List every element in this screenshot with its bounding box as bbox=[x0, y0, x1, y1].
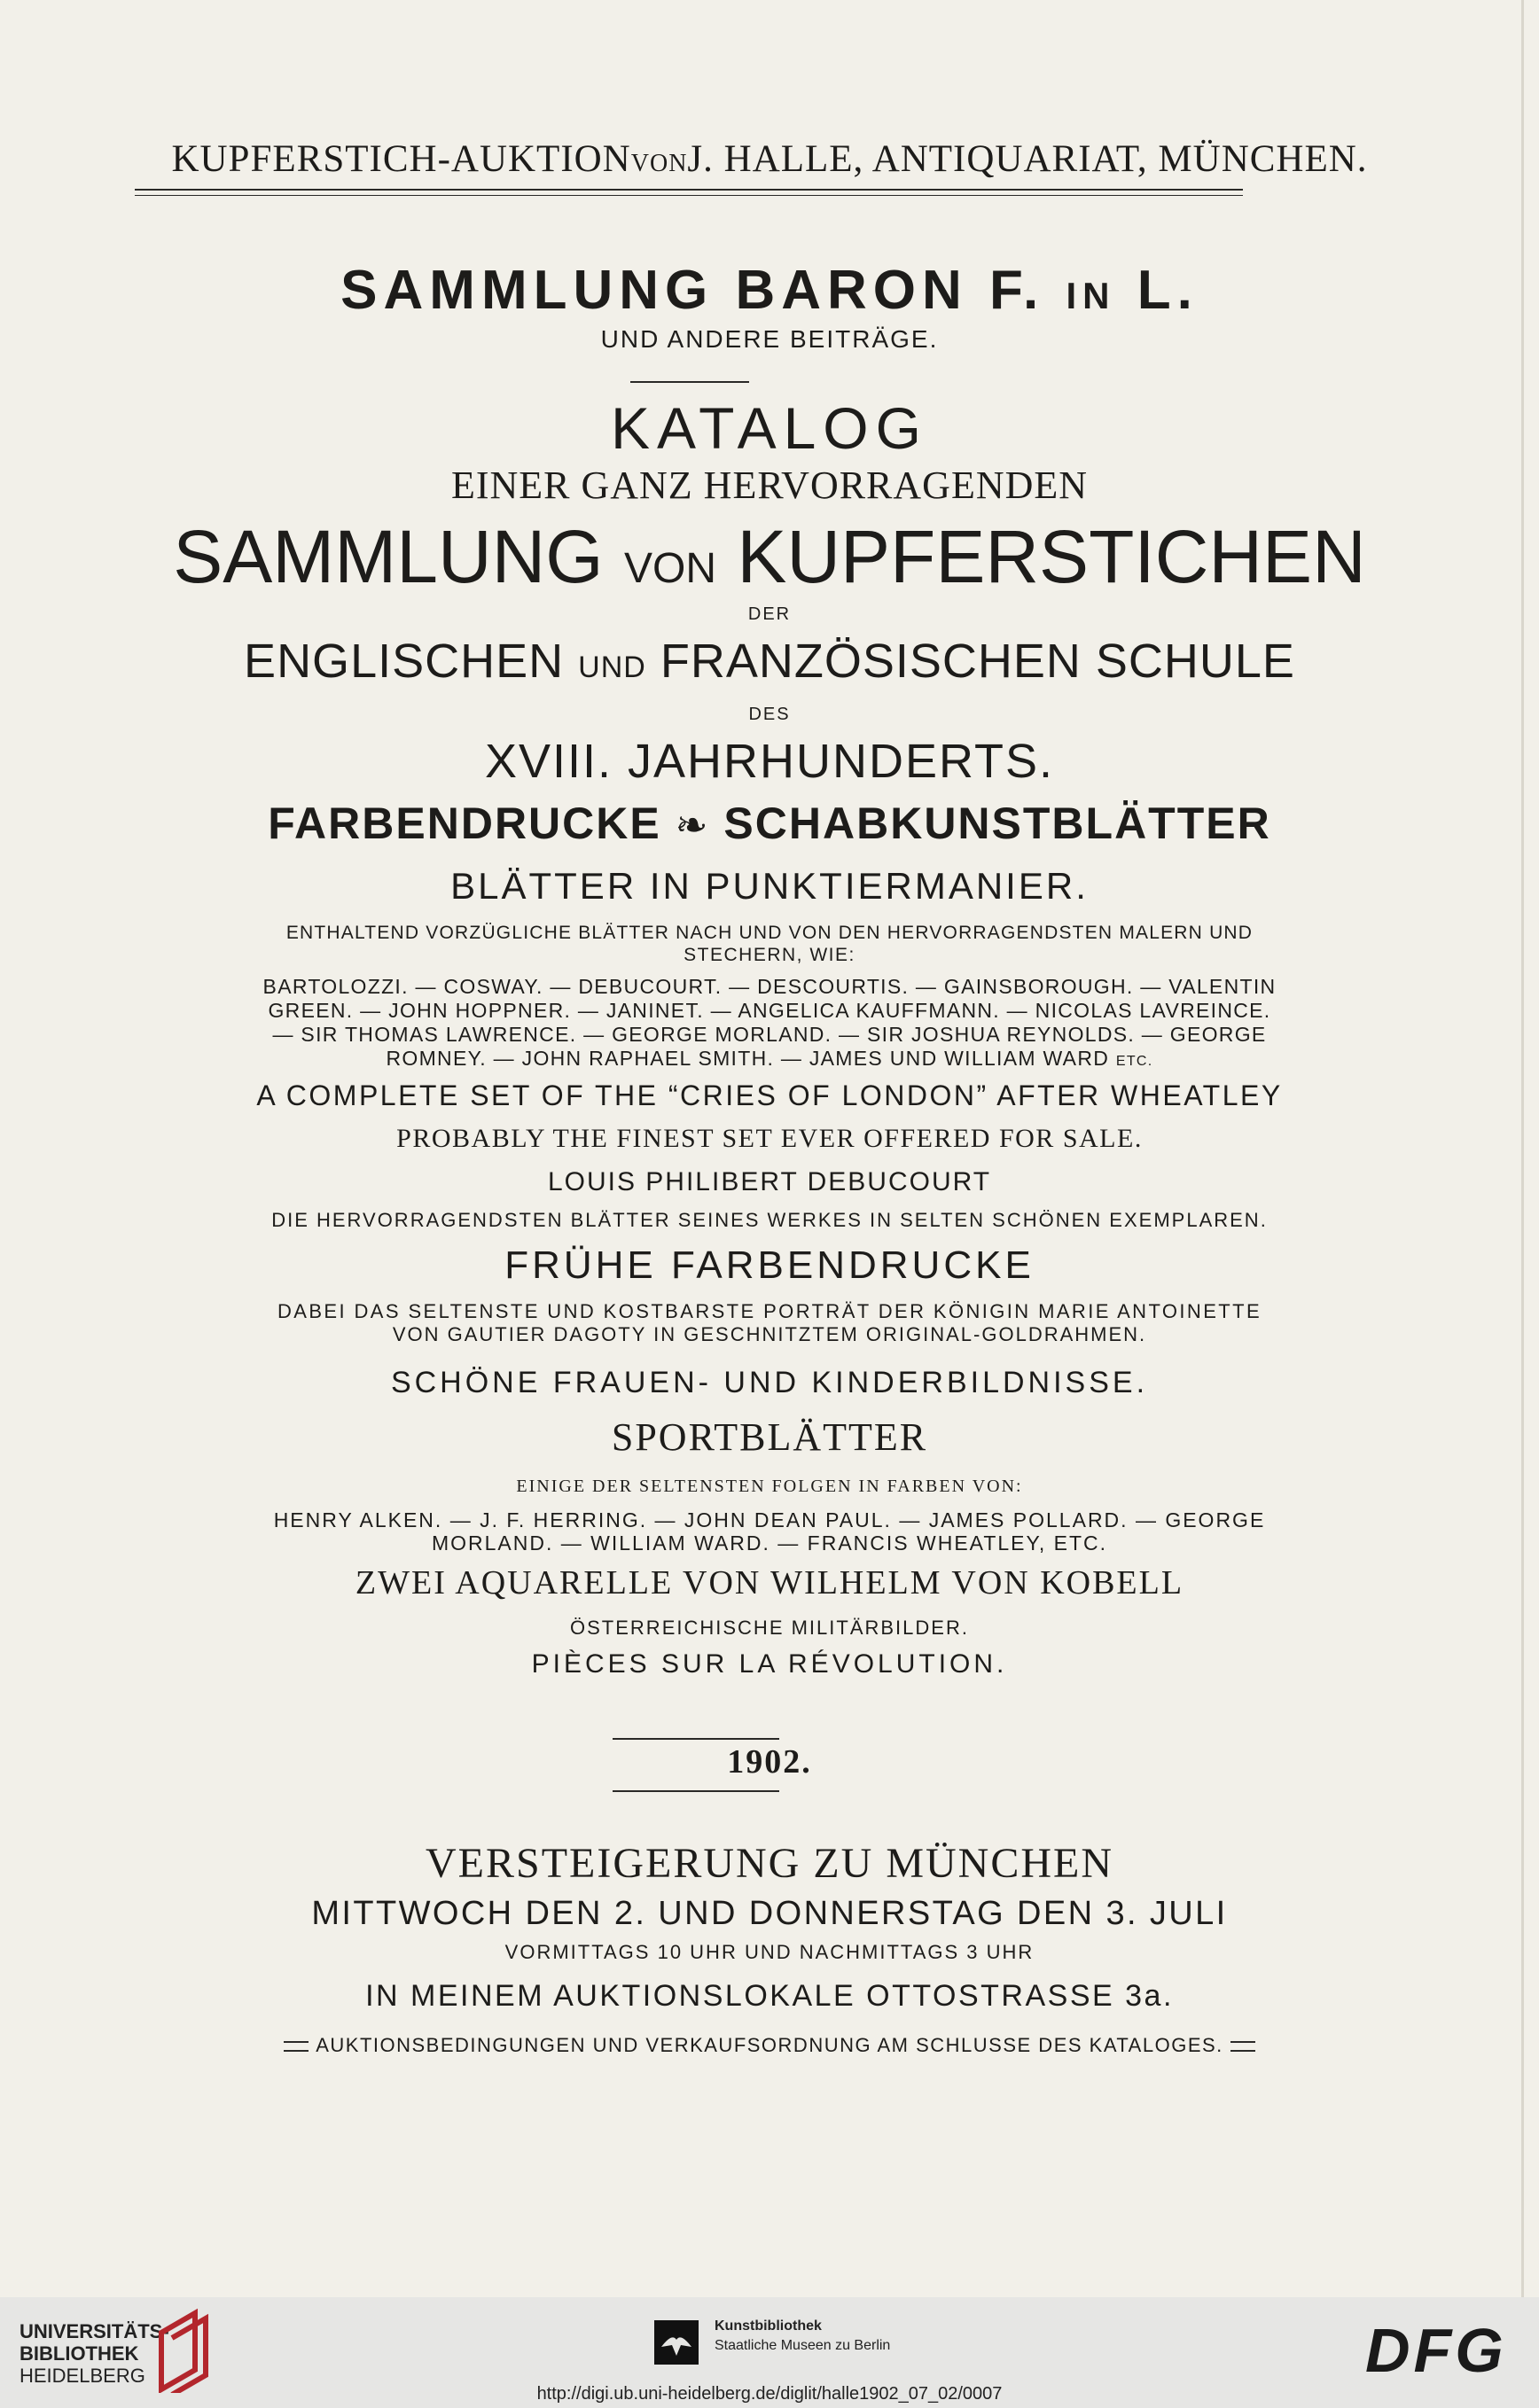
auction-line-5: AUKTIONSBEDINGUNGEN UND VERKAUFSORDNUNG AM SCHLUSSE DES KATALOGES. bbox=[316, 2034, 1223, 2056]
footer-bar bbox=[0, 2297, 1539, 2408]
kunstbibliothek-eagle-icon bbox=[654, 2320, 699, 2365]
header-rule-2 bbox=[135, 195, 1243, 196]
katalog-line4und: UND bbox=[578, 651, 646, 684]
ub-logo-text bbox=[20, 2320, 169, 2387]
kb-line-1: Kunstbibliothek bbox=[715, 2318, 822, 2334]
revolution-line: PIÈCES SUR LA RÉVOLUTION. bbox=[531, 1649, 1008, 1679]
double-rule-right bbox=[1230, 2041, 1255, 2052]
header-rule-1 bbox=[135, 189, 1243, 191]
header-part2: J. HALLE, ANTIQUARIAT, MÜNCHEN. bbox=[687, 138, 1368, 180]
katalog-line2: EINER GANZ HERVORRAGENDEN bbox=[450, 464, 1089, 507]
collection-title bbox=[0, 259, 1539, 322]
katalog-line3a: SAMMLUNG bbox=[173, 515, 604, 598]
collection-subtitle: UND ANDERE BEITRÄGE. bbox=[600, 325, 939, 353]
ub-book-icon bbox=[152, 2308, 216, 2393]
artists-line-4-etc: ETC. bbox=[1115, 1054, 1153, 1069]
artists-line-2: GREEN. — JOHN HOPPNER. — JANINET. — ANGELICA KAUFFMANN. — NICOLAS LAVREINCE. bbox=[268, 999, 1271, 1022]
artists-intro-1: ENTHALTEND VORZÜGLICHE BLÄTTER NACH UND VON DEN HERVORRAGENDSTEN MALERN UND bbox=[285, 923, 1254, 943]
frauen-line: SCHÖNE FRAUEN- UND KINDERBILDNISSE. bbox=[390, 1366, 1149, 1399]
artists-line-1: BARTOLOZZI. — COSWAY. — DEBUCOURT. — DESCOURTIS. — GAINSBOROUGH. — VALENTIN bbox=[262, 975, 1277, 998]
katalog-line3 bbox=[0, 514, 1539, 600]
year-rule-bottom bbox=[613, 1790, 779, 1792]
double-rule-left bbox=[284, 2041, 309, 2052]
katalog-word: KATALOG bbox=[611, 395, 928, 461]
cries-line: A COMPLETE SET OF THE “CRIES OF LONDON” AFTER WHEATLEY bbox=[256, 1079, 1283, 1111]
auction-line-5-row bbox=[0, 2034, 1539, 2057]
debucourt-desc: DIE HERVORRAGENDSTEN BLÄTTER SEINES WERKES IN SELTEN SCHÖNEN EXEMPLAREN. bbox=[271, 1209, 1268, 1231]
katalog-line4b: FRANZÖSISCHEN SCHULE bbox=[660, 635, 1295, 688]
collection-title-a: SAMMLUNG BARON F. bbox=[340, 260, 1045, 321]
collection-title-in: IN bbox=[1066, 275, 1116, 316]
dabei-line-2: VON GAUTIER DAGOTY IN GESCHNITZTEM ORIGINAL-GOLDRAHMEN. bbox=[392, 1323, 1147, 1345]
einige-line: EINIGE DER SELTENSTEN FOLGEN IN FARBEN VON: bbox=[516, 1477, 1023, 1496]
dabei-line-1: DABEI DAS SELTENSTE UND KOSTBARSTE PORTRÄT DER KÖNIGIN MARIE ANTOINETTE bbox=[277, 1300, 1262, 1322]
title-divider bbox=[630, 381, 749, 383]
ub-line-2: BIBLIOTHEK bbox=[20, 2342, 139, 2365]
alken-line-1: HENRY ALKEN. — J. F. HERRING. — JOHN DEAN PAUL. — JAMES POLLARD. — GEORGE bbox=[273, 1508, 1266, 1531]
sport-title: SPORTBLÄTTER bbox=[611, 1415, 928, 1459]
technique-left: FARBENDRUCKE bbox=[268, 799, 661, 848]
debucourt-name: LOUIS PHILIBERT DEBUCOURT bbox=[547, 1167, 992, 1196]
binding-edge bbox=[1521, 0, 1524, 2297]
header-part1: KUPFERSTICH-AUKTION bbox=[171, 138, 631, 180]
katalog-line3von: VON bbox=[623, 545, 716, 592]
year-rule-top bbox=[613, 1738, 779, 1740]
artists-line-3: — SIR THOMAS LAWRENCE. — GEORGE MORLAND. — SIR JOSHUA REYNOLDS. — GEORGE bbox=[272, 1023, 1267, 1046]
kobell-line: ZWEI AQUARELLE VON WILHELM VON KOBELL bbox=[355, 1564, 1184, 1601]
auction-line-2: MITTWOCH DEN 2. UND DONNERSTAG DEN 3. JULI bbox=[311, 1895, 1228, 1932]
fruehe-farbendrucke: FRÜHE FARBENDRUCKE bbox=[504, 1243, 1035, 1287]
technique-right: SCHABKUNSTBLÄTTER bbox=[723, 799, 1271, 848]
probably-line: PROBABLY THE FINEST SET EVER OFFERED FOR SALE. bbox=[396, 1124, 1143, 1153]
auction-line-3: VORMITTAGS 10 UHR UND NACHMITTAGS 3 UHR bbox=[504, 1941, 1035, 1963]
katalog-des: DES bbox=[748, 705, 791, 724]
katalog-line5: XVIII. JAHRHUNDERTS. bbox=[484, 735, 1055, 788]
alken-line-2: MORLAND. — WILLIAM WARD. — FRANCIS WHEATLEY, ETC. bbox=[431, 1531, 1108, 1555]
artists-line-4 bbox=[0, 1047, 1539, 1071]
artists-line-4-text: ROMNEY. — JOHN RAPHAEL SMITH. — JAMES UND WILLIAM WARD bbox=[386, 1047, 1110, 1070]
ub-line-3: HEIDELBERG bbox=[20, 2365, 145, 2387]
ornament-icon: ❧ bbox=[675, 804, 710, 847]
header-line bbox=[0, 137, 1539, 181]
katalog-line3b: KUPFERSTICHEN bbox=[737, 515, 1366, 598]
techniques-line bbox=[0, 798, 1539, 849]
auction-line-4: IN MEINEM AUKTIONSLOKALE OTTOSTRASSE 3a. bbox=[365, 1979, 1174, 2013]
katalog-line4 bbox=[0, 634, 1539, 689]
techniques-line2: BLÄTTER IN PUNKTIERMANIER. bbox=[450, 865, 1089, 907]
header-von: VON bbox=[630, 150, 688, 177]
militaer-line: ÖSTERREICHISCHE MILITÄRBILDER. bbox=[570, 1617, 969, 1639]
kunstbibliothek-text bbox=[715, 2317, 890, 2356]
collection-title-b: L. bbox=[1137, 260, 1199, 321]
katalog-der: DER bbox=[747, 604, 792, 624]
kb-line-2: Staatliche Museen zu Berlin bbox=[715, 2338, 891, 2353]
katalog-line4a: ENGLISCHEN bbox=[244, 635, 565, 688]
footer-url[interactable]: http://digi.ub.uni-heidelberg.de/diglit/halle1902_07_02/0007 bbox=[536, 2384, 1003, 2404]
auction-line-1: VERSTEIGERUNG ZU MÜNCHEN bbox=[426, 1840, 1113, 1887]
year: 1902. bbox=[727, 1743, 812, 1781]
dfg-logo: DFG bbox=[1365, 2316, 1507, 2385]
artists-intro-2: STECHERN, WIE: bbox=[684, 945, 855, 965]
ub-line-1: UNIVERSITÄTS- bbox=[20, 2320, 169, 2342]
